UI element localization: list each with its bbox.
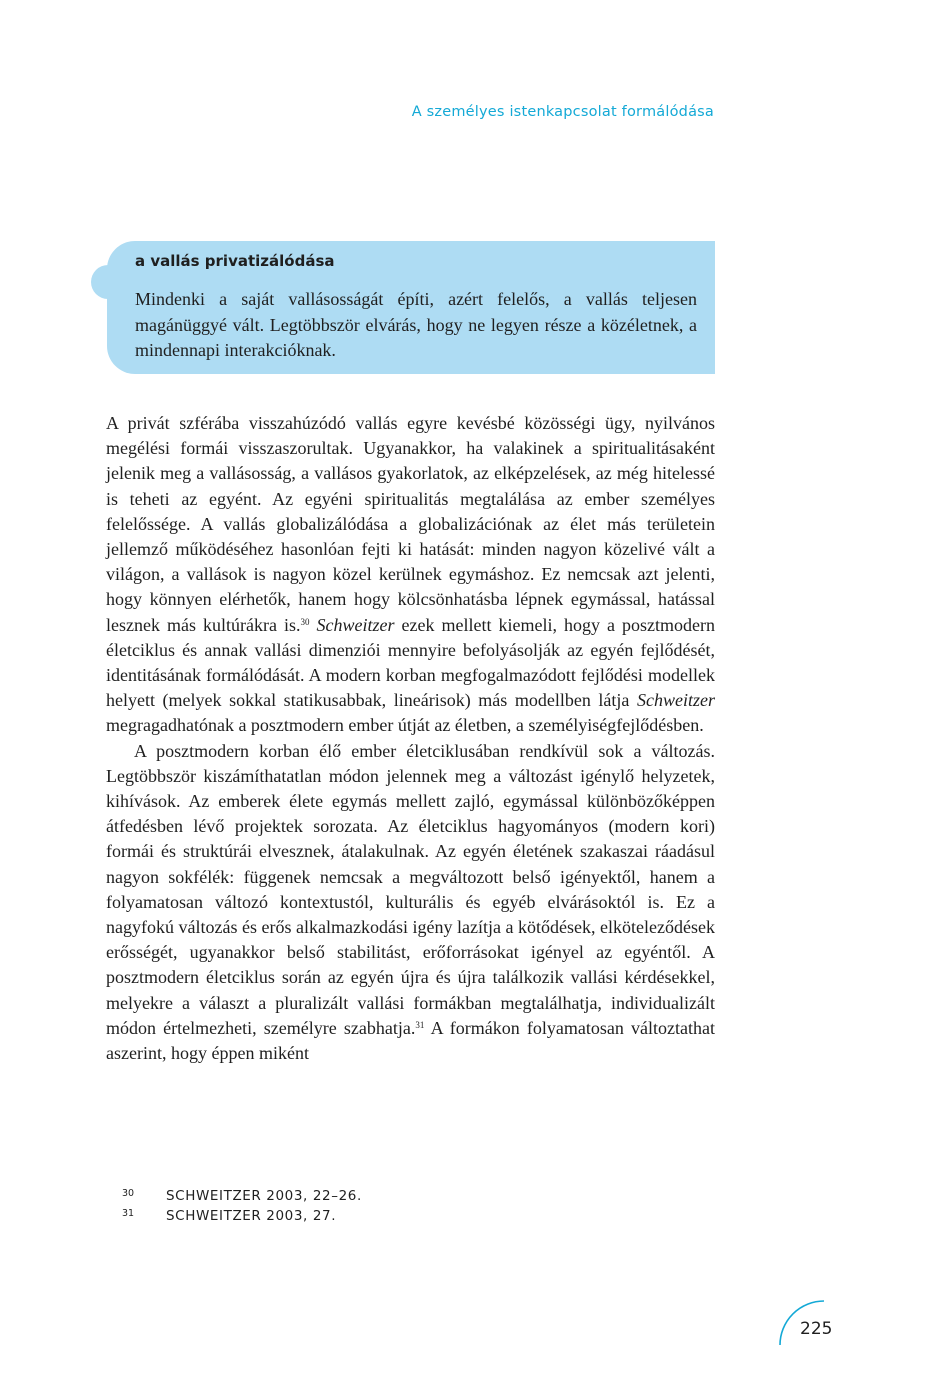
paragraph-1 [106,411,715,739]
body-text [106,411,715,1066]
text-run: A formákon folyamatosan változtathat aszerint, hogy éppen miként [106,1017,715,1064]
footnote-text: SCHWEITZER 2003, 22–26. [166,1188,362,1204]
text-run: A privát szférába visszahúzódó vallás egyre kevésbé közösségi ügy, nyilvános megélési formái visszaszorultak. Ugyanakkor, ha valakinek a spiritualitásaként jelenik meg a vallásosság, a vallásos gyakorlatok, az elképzelések, az még hitelessé is teheti az egyént. Az egyéni spiritualitás megtalálása az ember személyes felelőssége. A vallás globalizálódása a globalizációnak az élet más területein jellemző működéséhez hasonlóan fejti ki hatását: minden nagyon közelivé vált a világon, a vallások is nagyon közel kerülnek egymáshoz. Ez nemcsak azt jelenti, hogy könnyen elérhetők, hanem hogy kölcsönhatásba lépnek egymással, hatással lesznek más kultúrákra is. [106,413,715,635]
footnote-ref-31: 31 [415,1019,425,1030]
author-name: Schweitzer [316,614,395,635]
footnote-text: SCHWEITZER 2003, 27. [166,1208,337,1224]
running-header: A személyes istenkapcsolat formálódása [411,104,714,120]
footnote [122,1208,362,1228]
paragraph-2 [106,739,715,1067]
footnote-number: 31 [122,1208,135,1219]
text-run: A posztmodern korban élő ember életciklusában rendkívül sok a változás. Legtöbbször kiszámíthatatlan módon jelennek meg a változást igénylő helyzetek, kihívások. Az emberek élete egymás mellett zajló, egymással különbözőképpen átfedésben lévő projektek sorozata. Az életciklus hagyományos (modern kori) formái és struktúrái elvesznek, átalakulnak. Az egyén életének szakaszai ráadásul nagyon sokfélék: függenek nemcsak a megváltozott belső igényektől, hanem a folyamatosan változó kontextustól, kulturális és egyéb elvárásoktól is. Ez a nagyfokú változás és erős alkalmazkodási igény lazítja a kötődések, elköteleződések erősségét, ugyanakkor belső stabilitást, erőforrásokat igényel az egyéntől. A posztmodern életciklus során az egyén újra és újra találkozik vallási kérdésekkel, melyekre a választ a pluralizált vallási formákban megtalálhatja, individualizált módon értelmezheti, személyre szabhatja. [106,740,715,1038]
author-name: Schweitzer [637,690,715,711]
text-run: ezek mellett kiemeli, hogy a posztmodern életciklus és annak vallási dimenziói mennyire befolyásolják az egyén fejlődését, identitásának formálódását. A modern korban megfogalmazódott fejlődési modellek helyett (melyek sokkal statikusabbak, lineárisok) más modellben látja [106,614,716,711]
definition-term: a vallás privatizálódása [135,252,335,270]
footnote-ref-30: 30 [300,616,310,627]
footnote [122,1188,362,1208]
definition-text: Mindenki a saját vallásosságát építi, azért felelős, a vallás teljesen magánüggyé vált. Legtöbbször elvárás, hogy ne legyen része a közéletnek, a mindennapi interakcióknak. [135,289,697,360]
page-number: 225 [800,1319,833,1339]
text-run: megragadhatónak a posztmodern ember útját az életben, a személyiségfejlődésben. [106,715,704,736]
footnotes [122,1188,362,1228]
footnote-number: 30 [122,1188,135,1199]
